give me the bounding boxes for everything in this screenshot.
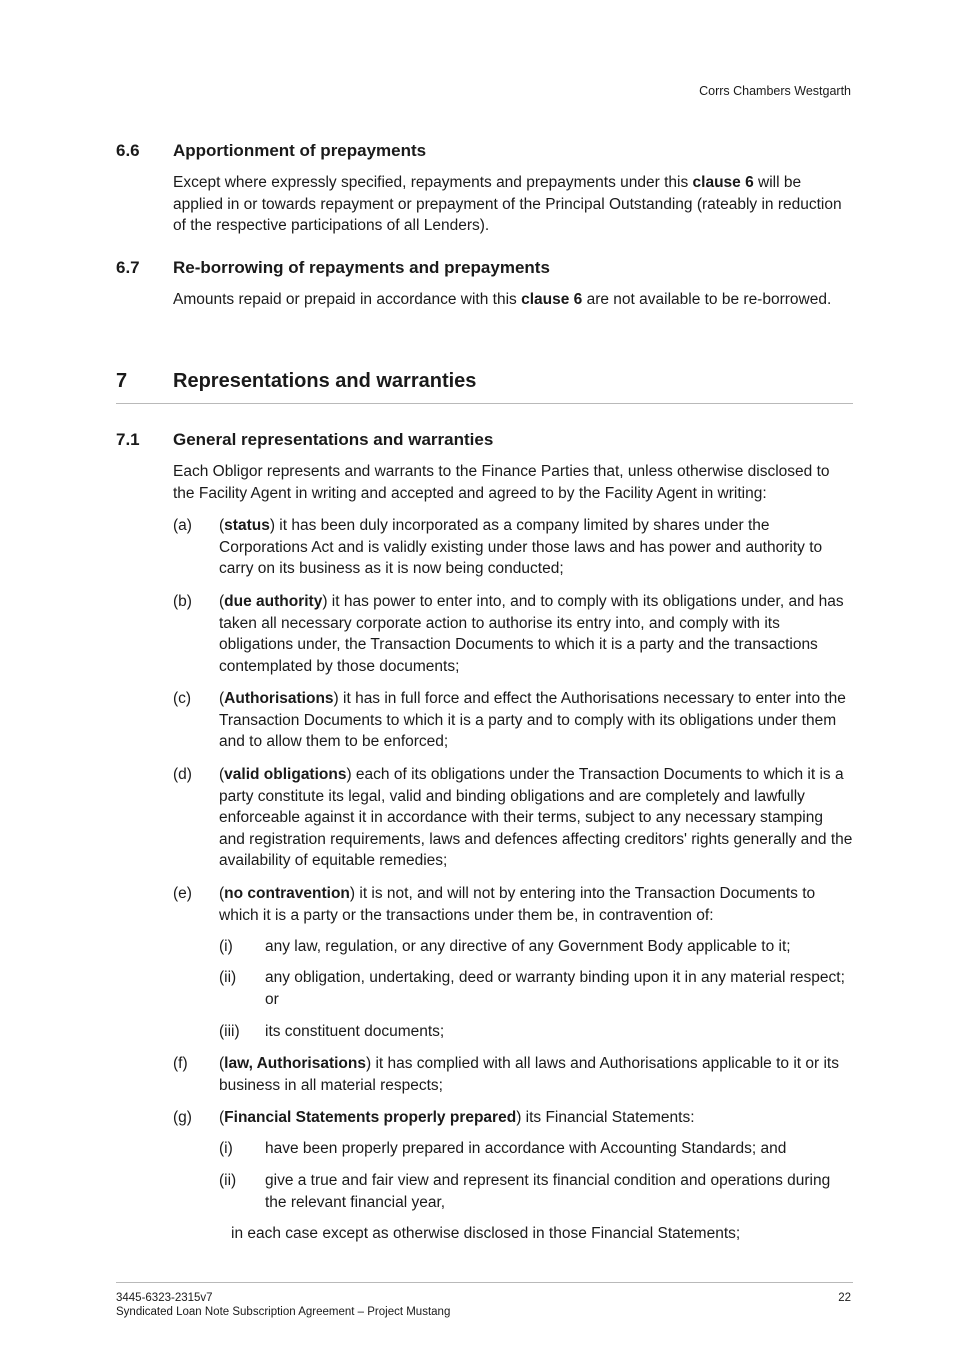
item-heading: Financial Statements properly prepared	[224, 1109, 517, 1126]
paragraph-7-1-intro: Each Obligor represents and warrants to the Finance Parties that, unless otherwise disclosed to the Facility Agent in writing and accepted and agreed to by the Facility Agent in writing:	[173, 463, 830, 502]
paragraph-6-6: Except where expressly specified, repayments and prepayments under this clause 6 will be applied in or towards repayment or prepayment of the Principal Outstanding (rateably in reduction of the respective participations of all Lenders).	[173, 174, 842, 234]
item-heading: valid obligations	[224, 766, 347, 783]
list-item-e: (e) (no contravention) it is not, and will not by entering into the Transaction Documents to which it is a party or the transactions under them be, in contravention of:	[173, 885, 816, 924]
sub-item-g-ii: (ii) give a true and fair view and represent its financial condition and operations during the relevant financial year,	[219, 1172, 831, 1211]
page-number: 22	[838, 1292, 851, 1304]
paragraph-6-7: Amounts repaid or prepaid in accordance with this clause 6 are not available to be re-borrowed.	[173, 291, 832, 308]
item-heading: status	[224, 517, 270, 534]
heading-number: 6.6	[116, 141, 140, 160]
item-heading: law, Authorisations	[224, 1055, 366, 1072]
heading-title: Representations and warranties	[173, 370, 477, 392]
document-title: Syndicated Loan Note Subscription Agreement – Project Mustang	[116, 1306, 451, 1318]
list-item-f: (f) (law, Authorisations) it has complied with all laws and Authorisations applicable to it or its business in all material respects;	[173, 1055, 839, 1094]
heading-6-7	[116, 258, 550, 278]
item-heading: Authorisations	[224, 690, 334, 707]
heading-number: 6.7	[116, 258, 140, 277]
heading-title: Re-borrowing of repayments and prepayments	[173, 258, 550, 277]
heading-7-1	[116, 430, 493, 450]
sub-label: (iii)	[219, 1023, 240, 1040]
heading-title: General representations and warranties	[173, 430, 494, 449]
heading-title: Apportionment of prepayments	[173, 141, 427, 160]
item-heading: no contravention	[224, 885, 350, 902]
list-label: (c)	[173, 690, 192, 707]
list-item-g: (g) (Financial Statements properly prepared) its Financial Statements:	[173, 1107, 853, 1129]
sub-item-g-i: (i) have been properly prepared in accordance with Accounting Standards; and	[219, 1138, 853, 1160]
document-id: 3445-6323-2315v7	[116, 1292, 213, 1304]
section-divider	[116, 403, 853, 404]
item-g-closing-text: in each case except as otherwise disclosed in those Financial Statements;	[231, 1225, 741, 1242]
list-item-b: (b) (due authority) it has power to enter into, and to comply with its obligations under, and has taken all necessary corporate action to authorise its entry into, and comply with its obligations under, the Transaction Documents to which it is a party and the transactions contemplated by those documents;	[173, 593, 844, 675]
list-item-d: (d) (valid obligations) each of its obligations under the Transaction Documents to which it is a party constitute its legal, valid and binding obligations and are completely and lawfully enforceable against it in accordance with their terms, subject to any necessary stamping and registration requirements, laws and defences affecting creditors' rights generally and the availability of equitable remedies;	[173, 766, 853, 869]
heading-6-6	[116, 141, 426, 161]
item-heading: due authority	[224, 593, 323, 610]
sub-label: (ii)	[219, 969, 237, 986]
list-label: (d)	[173, 766, 192, 783]
footer-divider	[116, 1282, 853, 1283]
list-label: (e)	[173, 885, 192, 902]
sub-item-e-i: (i) any law, regulation, or any directive of any Government Body applicable to it;	[219, 936, 853, 958]
firm-name: Corrs Chambers Westgarth	[699, 84, 851, 98]
sub-label: (i)	[219, 1140, 233, 1157]
sub-label: (ii)	[219, 1172, 237, 1189]
list-label: (f)	[173, 1055, 188, 1072]
sub-item-e-iii: (iii) its constituent documents;	[219, 1021, 853, 1043]
list-label: (g)	[173, 1109, 192, 1126]
sub-label: (i)	[219, 938, 233, 955]
clause-reference: clause 6	[521, 291, 583, 308]
heading-number: 7.1	[116, 430, 140, 449]
list-item-a: (a) (status) it has been duly incorporated as a company limited by shares under the Corporations Act and is validly existing under those laws and has power and authority to carry on its business as it is now being conducted;	[173, 517, 823, 577]
clause-reference: clause 6	[692, 174, 754, 191]
list-label: (a)	[173, 517, 192, 534]
list-label: (b)	[173, 593, 192, 610]
list-item-c: (c) (Authorisations) it has in full force and effect the Authorisations necessary to enter into the Transaction Documents to which it is a party and to comply with its obligations under them and to allow them to be enforced;	[173, 690, 846, 750]
sub-item-e-ii: (ii) any obligation, undertaking, deed or warranty binding upon it in any material respect; or	[219, 969, 845, 1008]
heading-7	[116, 370, 476, 393]
heading-number: 7	[116, 370, 128, 392]
